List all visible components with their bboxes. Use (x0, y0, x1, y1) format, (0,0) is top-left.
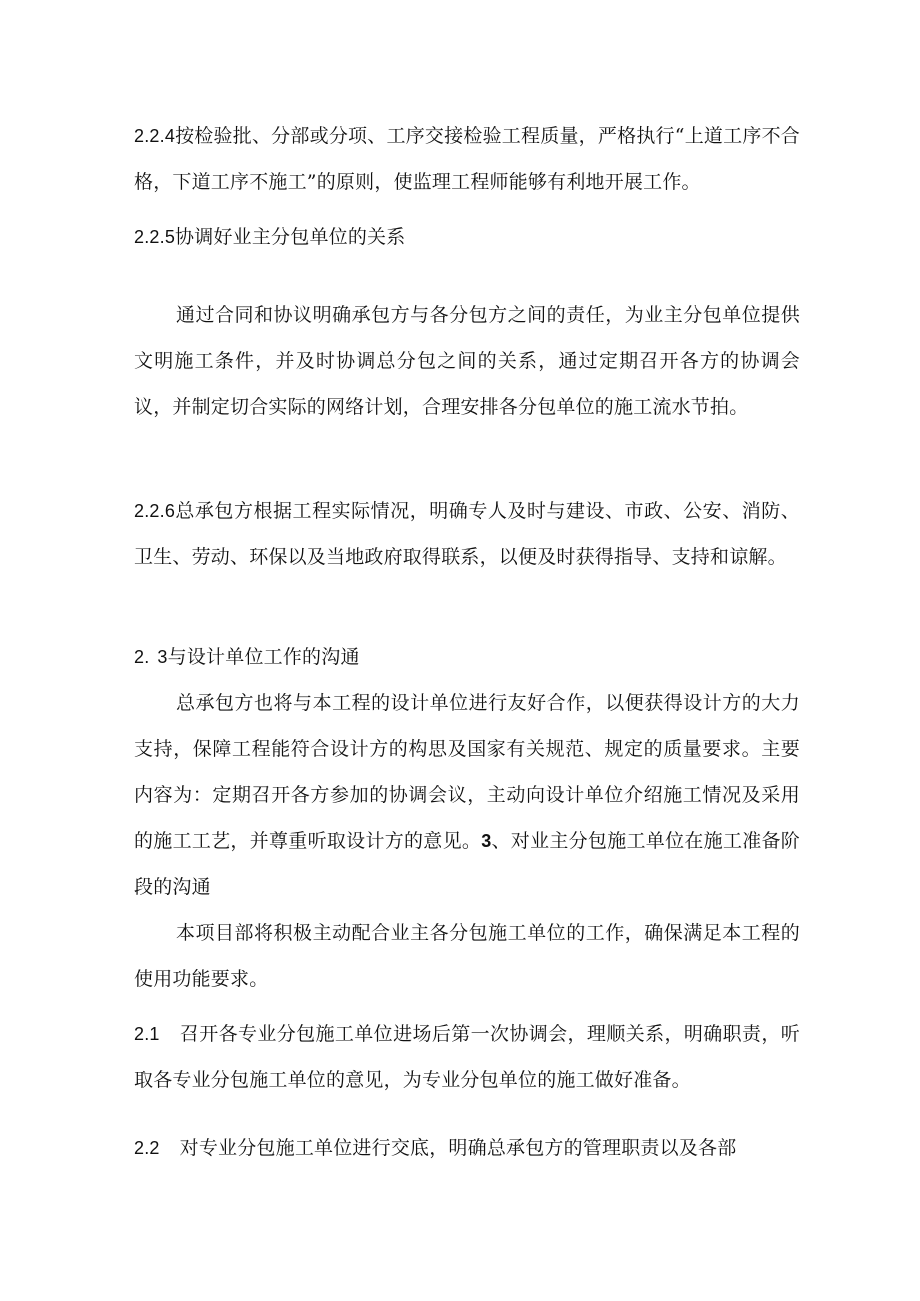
paragraph-text: 召开各专业分包施工单位进场后第一次协调会，理顺关系，明确职责，听取各专业分包施工单位的意见，为专业分包单位的施工做好准备。 (134, 1023, 800, 1091)
paragraph-text: 通过合同和协议明确承包方与各分包方之间的责任，为业主分包单位提供文明施工条件，并及时协调总分包之间的关系，通过定期召开各方的协调会议，并制定切合实际的网络计划，合理安排各分包单位的施工流水节拍。 (134, 304, 800, 418)
paragraph-text: 对专业分包施工单位进行交底，明确总承包方的管理职责以及各部 (179, 1137, 737, 1159)
section-number: 2.2.5 (134, 227, 176, 247)
paragraph-2-2 (134, 1125, 800, 1171)
paragraph-text: 按检验批、分部或分项、工序交接检验工程质量，严格执行“上道工序不合格，下道工序不施工”的原则，使监理工程师能够有利地开展工作。 (134, 125, 800, 193)
paragraph-2-1 (134, 1011, 800, 1103)
paragraph-project-dept (134, 910, 800, 1002)
paragraph-text: 总承包方根据工程实际情况，明确专人及时与建设、市政、公安、消防、卫生、劳动、环保以及当地政府取得联系，以便及时获得指导、支持和谅解。 (134, 500, 800, 568)
heading-2-3 (134, 634, 800, 680)
paragraph-2-2-4 (134, 113, 800, 205)
paragraph-text: 本项目部将积极主动配合业主各分包施工单位的工作，确保满足本工程的使用功能要求。 (134, 922, 800, 990)
section-number-sub: 3 (157, 647, 168, 667)
section-number: 2.2.4 (134, 126, 176, 146)
paragraph-coordination (134, 292, 800, 430)
paragraph-2-2-6 (134, 488, 800, 580)
heading-2-2-5 (134, 214, 800, 260)
paragraph-text: 总承包方也将与本工程的设计单位进行友好合作，以便获得设计方的大力支持，保障工程能符合设计方的构思及国家有关规范、规定的质量要求。主要内容为：定期召开各方参加的协调会议，主动向设计单位介绍施工情况及采用的施工工艺，并尊重听取设计方的意见。 (134, 692, 800, 852)
paragraph-design-unit (134, 680, 800, 910)
section-number: 2.2 (134, 1138, 160, 1158)
heading-text: 协调好业主分包单位的关系 (175, 226, 406, 248)
section-number-bold: 3 (481, 831, 492, 851)
paragraph-text-tail: 、对业主分包施工单位在施工准备阶段的沟通 (134, 830, 801, 898)
section-number: 2.2.6 (134, 501, 176, 521)
heading-text: 与设计单位工作的沟通 (167, 646, 360, 668)
section-number: 2. (134, 647, 150, 667)
section-number: 2.1 (134, 1024, 160, 1044)
